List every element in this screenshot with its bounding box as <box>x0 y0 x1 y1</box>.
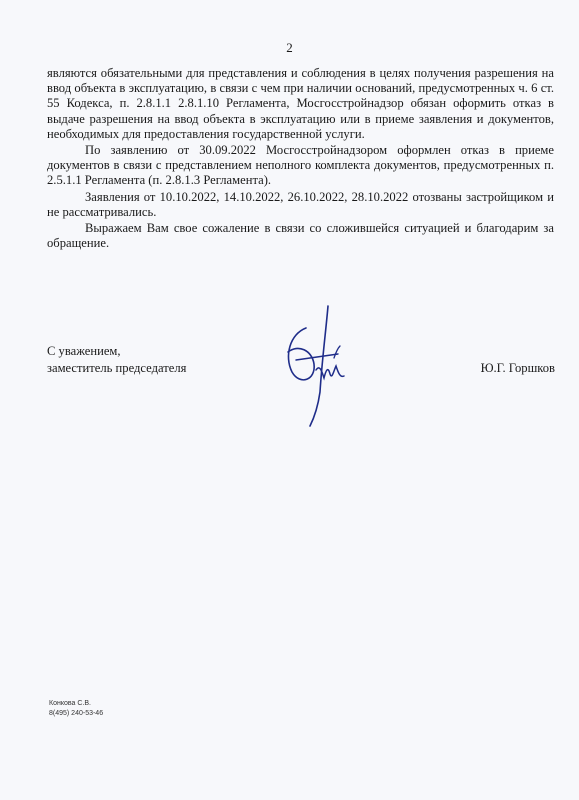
executor-name: Конкова С.В. <box>49 700 91 707</box>
paragraph-requirements: являются обязательными для представления и соблюдения в целях получения разрешения на ввод объекта в эксплуатацию, в связи с чем при наличии оснований, предусмотренных ч. 6 ст. 55 Кодекса, п. 2.8.1.1 2.8.1.10 Регламента, Мосгосстройнадзор обязан оформить отказ в выдаче разрешения на ввод объекта в эксплуатацию или в приеме заявления и документов, необходимых для предоставления государственной услуги. <box>47 66 554 141</box>
paragraph-refusal: По заявлению от 30.09.2022 Мосгосстройнадзором оформлен отказ в приеме документов в связи с представлением неполного комплекта документов, предусмотренных п. 2.5.1.1 Регламента (п. 2.8.1.3 Регламента). <box>47 143 554 188</box>
closing-salutation: С уважением, <box>47 344 121 358</box>
executor-phone: 8(495) 240-53-46 <box>49 710 104 717</box>
signer-name: Ю.Г. Горшков <box>480 361 555 375</box>
paragraph-withdrawn: Заявления от 10.10.2022, 14.10.2022, 26.10.2022, 28.10.2022 отозваны застройщиком и не рассматривались. <box>47 189 554 219</box>
signer-position: заместитель председателя <box>47 361 187 375</box>
handwritten-signature <box>276 300 366 430</box>
signature-block <box>47 343 186 377</box>
letter-body <box>47 66 554 251</box>
page-number: 2 <box>286 40 293 55</box>
executor-info <box>49 699 103 719</box>
paragraph-regret: Выражаем Вам свое сожаление в связи со сложившейся ситуацией и благодарим за обращение. <box>47 221 554 251</box>
